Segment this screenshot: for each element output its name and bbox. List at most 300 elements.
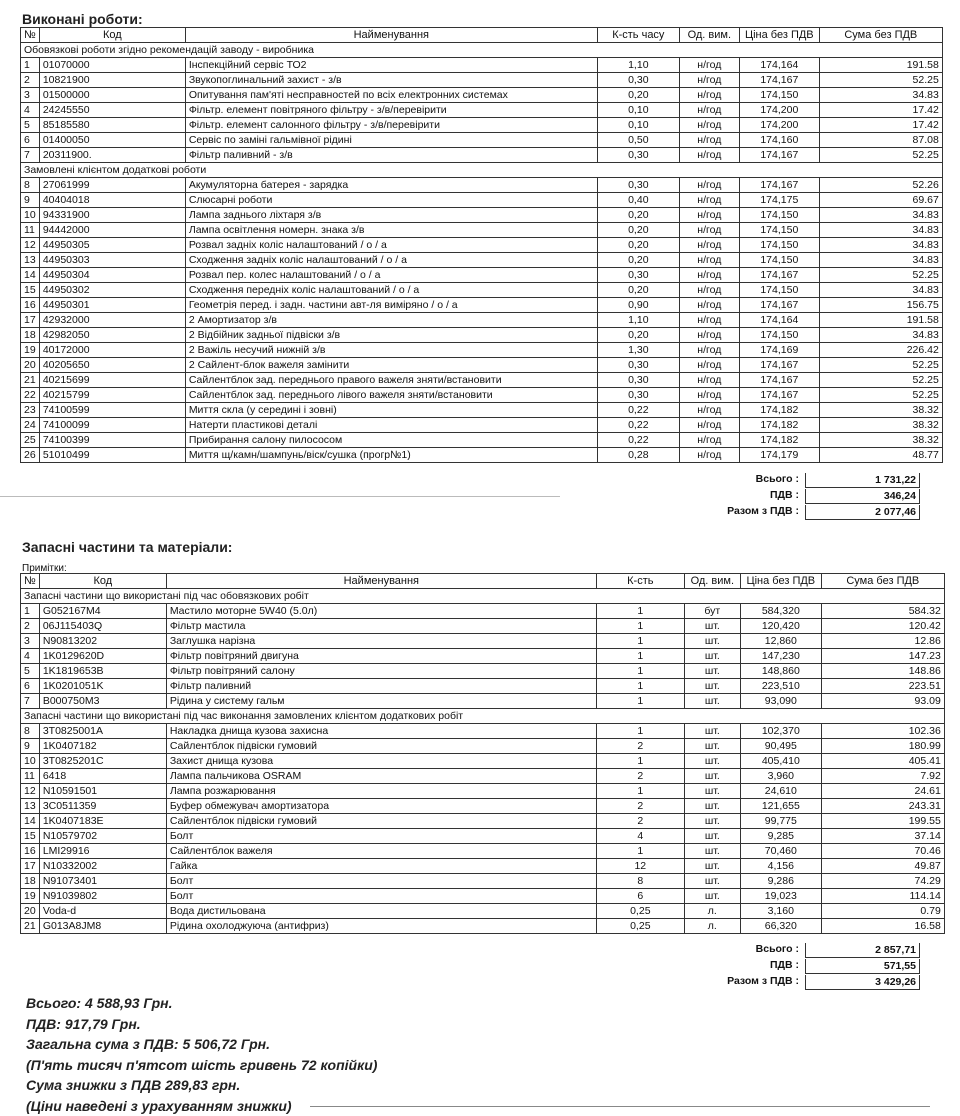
table-cell: н/год (679, 73, 739, 88)
table-cell: N10332002 (39, 859, 166, 874)
totals-value: 1 731,22 (805, 473, 920, 488)
table-row (21, 298, 943, 313)
table-cell: Фільтр паливний - з/в (185, 148, 597, 163)
table-cell: 17.42 (819, 103, 942, 118)
table-cell: 4 (596, 829, 684, 844)
table-row (21, 844, 945, 859)
table-cell: 16 (21, 298, 40, 313)
table-cell: н/год (679, 388, 739, 403)
table-cell: 1 (596, 754, 684, 769)
table-row (21, 799, 945, 814)
table-cell: бут (684, 604, 740, 619)
table-cell: 174,150 (739, 223, 819, 238)
table-cell: 0,20 (597, 253, 679, 268)
table-cell: шт. (684, 814, 740, 829)
table-cell: 52.25 (819, 268, 942, 283)
table-cell: 0,90 (597, 298, 679, 313)
table-cell: 01400050 (39, 133, 185, 148)
table-cell: н/год (679, 223, 739, 238)
table-cell: 7.92 (821, 769, 944, 784)
table-cell: 174,182 (739, 403, 819, 418)
table-cell: 147,230 (740, 649, 821, 664)
table-cell: 16.58 (821, 919, 944, 934)
table-cell: 174,150 (739, 208, 819, 223)
totals-value: 2 077,46 (805, 505, 920, 520)
table-cell: Опитування пам'яті несправностей по всіх електронних системах (185, 88, 597, 103)
table-cell: 18 (21, 328, 40, 343)
column-header: К-сть (596, 574, 684, 589)
table-cell: 174,150 (739, 88, 819, 103)
table-cell: 0,22 (597, 433, 679, 448)
table-cell: 1 (596, 664, 684, 679)
table-cell: 9,286 (740, 874, 821, 889)
table-cell: 74100399 (39, 433, 185, 448)
table-cell: 174,169 (739, 343, 819, 358)
column-header: Найменування (166, 574, 596, 589)
table-row (21, 103, 943, 118)
table-cell: 9 (21, 193, 40, 208)
table-row (21, 403, 943, 418)
table-cell: 405.41 (821, 754, 944, 769)
table-cell: 2 (596, 814, 684, 829)
table-cell: 13 (21, 799, 40, 814)
totals-label: ПДВ : (770, 959, 799, 971)
table-cell: 191.58 (819, 58, 942, 73)
table-cell: 8 (21, 178, 40, 193)
table-cell: Акумуляторна батерея - зарядка (185, 178, 597, 193)
table-row (21, 418, 943, 433)
table-cell: 34.83 (819, 283, 942, 298)
table-cell: шт. (684, 754, 740, 769)
table-cell: н/год (679, 433, 739, 448)
table-cell: 174,182 (739, 418, 819, 433)
table-cell: 40215799 (39, 388, 185, 403)
table-cell: 2 Сайлент-блок важеля замінити (185, 358, 597, 373)
table-cell: 3 (21, 634, 40, 649)
table-cell: 12 (596, 859, 684, 874)
table-cell: 24 (21, 418, 40, 433)
table-cell: шт. (684, 724, 740, 739)
table-cell: 74100099 (39, 418, 185, 433)
table-cell: 12.86 (821, 634, 944, 649)
table-cell: 121,655 (740, 799, 821, 814)
table-cell: 120.42 (821, 619, 944, 634)
table-cell: 34.83 (819, 88, 942, 103)
table-cell: 174,200 (739, 103, 819, 118)
table-cell: 243.31 (821, 799, 944, 814)
totals-label: ПДВ : (770, 489, 799, 501)
table-cell: 10821900 (39, 73, 185, 88)
table-cell: 48.77 (819, 448, 942, 463)
table-cell: 12 (21, 784, 40, 799)
table-cell: 40205650 (39, 358, 185, 373)
table-cell: 44950302 (39, 283, 185, 298)
totals-label: Разом з ПДВ : (727, 975, 799, 987)
table-cell: н/год (679, 133, 739, 148)
table-row (21, 679, 945, 694)
table-cell: 24.61 (821, 784, 944, 799)
table-cell: н/год (679, 208, 739, 223)
table-row (21, 313, 943, 328)
column-header: Ціна без ПДВ (740, 574, 821, 589)
section-label: Обовязкові роботи згідно рекомендацій заводу - виробника (21, 43, 943, 58)
table-cell: шт. (684, 889, 740, 904)
table-cell: 11 (21, 223, 40, 238)
column-header: Од. вим. (684, 574, 740, 589)
table-cell: 174,179 (739, 448, 819, 463)
table-cell: 34.83 (819, 208, 942, 223)
table-row (21, 874, 945, 889)
table-cell: 174,167 (739, 148, 819, 163)
table-cell: 52.25 (819, 148, 942, 163)
table-cell: шт. (684, 784, 740, 799)
table-row (21, 178, 943, 193)
table-cell: 174,160 (739, 133, 819, 148)
table-cell: N10579702 (39, 829, 166, 844)
table-cell: 1 (596, 694, 684, 709)
table-row (21, 373, 943, 388)
table-cell: 0,22 (597, 403, 679, 418)
table-cell: 44950301 (39, 298, 185, 313)
table-cell: 1 (21, 604, 40, 619)
totals-label: Всього : (756, 473, 799, 485)
section-row (21, 709, 945, 724)
table-cell: 0,50 (597, 133, 679, 148)
table-cell: 70,460 (740, 844, 821, 859)
column-header: Код (39, 28, 185, 43)
table-cell: 19,023 (740, 889, 821, 904)
totals-label: Всього : (756, 943, 799, 955)
table-cell: 0.79 (821, 904, 944, 919)
table-cell: 6 (21, 679, 40, 694)
table-cell: 21 (21, 373, 40, 388)
table-cell: 15 (21, 829, 40, 844)
totals-value: 3 429,26 (805, 975, 920, 990)
table-row (21, 649, 945, 664)
table-cell: 1K0129620D (39, 649, 166, 664)
table-row (21, 619, 945, 634)
table-cell: N10591501 (39, 784, 166, 799)
table-cell: 3T0825001A (39, 724, 166, 739)
table-cell: Сервіс по заміні гальмівної рідині (185, 133, 597, 148)
table-row (21, 388, 943, 403)
table-row (21, 238, 943, 253)
table-cell: н/год (679, 358, 739, 373)
table-cell: 174,150 (739, 328, 819, 343)
table-cell: 0,25 (596, 904, 684, 919)
table-cell: 52.26 (819, 178, 942, 193)
table-cell: 2 Важіль несучий нижній з/в (185, 343, 597, 358)
table-cell: 10 (21, 754, 40, 769)
table-cell: B000750M3 (39, 694, 166, 709)
table-cell: 4,156 (740, 859, 821, 874)
table-cell: Фільтр паливний (166, 679, 596, 694)
table-row (21, 859, 945, 874)
table-cell: н/год (679, 343, 739, 358)
table-cell: 2 Амортизатор з/в (185, 313, 597, 328)
table-cell: 0,20 (597, 208, 679, 223)
table-cell: 0,30 (597, 178, 679, 193)
table-cell: Болт (166, 874, 596, 889)
column-header: Од. вим. (679, 28, 739, 43)
table-cell: N91039802 (39, 889, 166, 904)
table-cell: 19 (21, 343, 40, 358)
table-cell: 10 (21, 208, 40, 223)
column-header: Найменування (185, 28, 597, 43)
table-cell: G013A8JM8 (39, 919, 166, 934)
table-cell: Сайлентблок підвіски гумовий (166, 739, 596, 754)
table-cell: 8 (21, 724, 40, 739)
table-cell: Болт (166, 829, 596, 844)
table-cell: 3,160 (740, 904, 821, 919)
table-row (21, 784, 945, 799)
table-cell: 51010499 (39, 448, 185, 463)
table-cell: 199.55 (821, 814, 944, 829)
table-cell: л. (684, 919, 740, 934)
table-cell: 1 (596, 724, 684, 739)
table-cell: 11 (21, 769, 40, 784)
table-row (21, 343, 943, 358)
table-cell: 40404018 (39, 193, 185, 208)
summary-discount: Сума знижки з ПДВ 289,83 грн. (26, 1075, 377, 1096)
table-cell: 1 (21, 58, 40, 73)
table-cell: н/год (679, 403, 739, 418)
table-cell: Інспекційний сервіс ТО2 (185, 58, 597, 73)
table-cell: Слюсарні роботи (185, 193, 597, 208)
table-cell: 13 (21, 253, 40, 268)
table-cell: 1 (596, 784, 684, 799)
table-cell: 174,167 (739, 358, 819, 373)
column-header: Код (39, 574, 166, 589)
table-row (21, 118, 943, 133)
table-cell: 1,30 (597, 343, 679, 358)
table-cell: шт. (684, 634, 740, 649)
notes-label: Примітки: (22, 563, 67, 574)
table-cell: 0,30 (597, 148, 679, 163)
table-cell: 174,182 (739, 433, 819, 448)
table-cell: 9 (21, 739, 40, 754)
table-cell: 174,167 (739, 268, 819, 283)
column-header: № (21, 28, 40, 43)
summary-in-words: (П'ять тисяч п'ятсот шість гривень 72 копійки) (26, 1055, 377, 1076)
table-cell: 21 (21, 919, 40, 934)
table-cell: 15 (21, 283, 40, 298)
table-cell: н/год (679, 328, 739, 343)
table-cell: Геометрія перед. і задн. частини авт-ля виміряно / о / а (185, 298, 597, 313)
table-cell: 34.83 (819, 223, 942, 238)
table-cell: 44950304 (39, 268, 185, 283)
table-cell: Заглушка нарізна (166, 634, 596, 649)
table-cell: 174,200 (739, 118, 819, 133)
table-cell: Рідина охолоджуюча (антифриз) (166, 919, 596, 934)
table-cell: 38.32 (819, 418, 942, 433)
table-cell: 0,28 (597, 448, 679, 463)
works-table (20, 27, 943, 463)
table-cell: 20 (21, 904, 40, 919)
table-cell: LMI29916 (39, 844, 166, 859)
table-cell: 0,40 (597, 193, 679, 208)
table-row (21, 268, 943, 283)
table-cell: Лампа пальчикова OSRAM (166, 769, 596, 784)
table-cell: 4 (21, 649, 40, 664)
table-cell: Фільтр повітряний двигуна (166, 649, 596, 664)
table-cell: 1,10 (597, 58, 679, 73)
table-cell: шт. (684, 874, 740, 889)
table-cell: Лампа розжарювання (166, 784, 596, 799)
table-cell: н/год (679, 313, 739, 328)
table-cell: 1 (596, 604, 684, 619)
table-cell: 17 (21, 313, 40, 328)
table-cell: 20 (21, 358, 40, 373)
table-cell: 34.83 (819, 238, 942, 253)
table-cell: 34.83 (819, 253, 942, 268)
table-cell: 102,370 (740, 724, 821, 739)
table-row (21, 193, 943, 208)
table-cell: 174,167 (739, 388, 819, 403)
parts-header-row (21, 574, 945, 589)
table-cell: 8 (596, 874, 684, 889)
table-cell: 24245550 (39, 103, 185, 118)
table-cell: 1K0201051K (39, 679, 166, 694)
table-cell: н/год (679, 148, 739, 163)
table-cell: 06J115403Q (39, 619, 166, 634)
table-cell: G052167M4 (39, 604, 166, 619)
table-cell: 94442000 (39, 223, 185, 238)
table-cell: 3,960 (740, 769, 821, 784)
table-cell: 191.58 (819, 313, 942, 328)
table-cell: 1,10 (597, 313, 679, 328)
table-cell: 0,30 (597, 373, 679, 388)
table-cell: 01070000 (39, 58, 185, 73)
table-cell: шт. (684, 679, 740, 694)
table-cell: 120,420 (740, 619, 821, 634)
table-cell: 74100599 (39, 403, 185, 418)
table-row (21, 754, 945, 769)
totals-value: 2 857,71 (805, 943, 920, 958)
table-row (21, 889, 945, 904)
table-cell: 70.46 (821, 844, 944, 859)
table-cell: Звукопоглинальний захист - з/в (185, 73, 597, 88)
table-cell: 584.32 (821, 604, 944, 619)
table-cell: 22 (21, 388, 40, 403)
table-cell: Миття щ/камн/шампунь/віск/сушка (прогр№1) (185, 448, 597, 463)
table-cell: 5 (21, 664, 40, 679)
table-cell: шт. (684, 799, 740, 814)
table-cell: н/год (679, 193, 739, 208)
table-cell: 3 (21, 88, 40, 103)
table-cell: 1 (596, 844, 684, 859)
table-cell: 2 (596, 739, 684, 754)
column-header: Сума без ПДВ (819, 28, 942, 43)
table-cell: шт. (684, 739, 740, 754)
table-cell: 94331900 (39, 208, 185, 223)
table-cell: Лампа освітлення номерн. знака з/в (185, 223, 597, 238)
table-cell: 40215699 (39, 373, 185, 388)
table-cell: 223,510 (740, 679, 821, 694)
table-cell: н/год (679, 58, 739, 73)
table-row (21, 604, 945, 619)
table-cell: 9,285 (740, 829, 821, 844)
table-cell: шт. (684, 859, 740, 874)
table-cell: 6418 (39, 769, 166, 784)
table-cell: 1 (596, 619, 684, 634)
table-cell: 37.14 (821, 829, 944, 844)
table-cell: н/год (679, 298, 739, 313)
table-cell: Сходження передніх коліс налаштований / о / а (185, 283, 597, 298)
table-cell: 19 (21, 889, 40, 904)
table-cell: 156.75 (819, 298, 942, 313)
table-cell: л. (684, 904, 740, 919)
table-cell: 52.25 (819, 73, 942, 88)
table-cell: 24,610 (740, 784, 821, 799)
table-row (21, 664, 945, 679)
table-cell: шт. (684, 694, 740, 709)
table-cell: 584,320 (740, 604, 821, 619)
table-cell: 26 (21, 448, 40, 463)
summary-total: Всього: 4 588,93 Грн. (26, 993, 377, 1014)
summary-vat: ПДВ: 917,79 Грн. (26, 1014, 377, 1035)
table-cell: Натерти пластикові деталі (185, 418, 597, 433)
parts-totals (560, 943, 920, 991)
table-cell: н/год (679, 418, 739, 433)
table-cell: н/год (679, 103, 739, 118)
table-cell: 7 (21, 148, 40, 163)
summary-block (26, 993, 377, 1116)
table-cell: Фільтр. елемент повітряного фільтру - з/в/перевірити (185, 103, 597, 118)
table-cell: 40172000 (39, 343, 185, 358)
totals-value: 571,55 (805, 959, 920, 974)
table-cell: Мастило моторне 5W40 (5.0л) (166, 604, 596, 619)
table-cell: 52.25 (819, 373, 942, 388)
table-cell: Сходження задніх коліс налаштований / о / а (185, 253, 597, 268)
table-cell: 17.42 (819, 118, 942, 133)
table-cell: 147.23 (821, 649, 944, 664)
table-cell: 6 (21, 133, 40, 148)
table-cell: 4 (21, 103, 40, 118)
table-row (21, 58, 943, 73)
table-cell: 14 (21, 268, 40, 283)
scan-divider (0, 496, 560, 497)
table-cell: Фільтр повітряний салону (166, 664, 596, 679)
table-cell: Буфер обмежувач амортизатора (166, 799, 596, 814)
table-cell: 0,20 (597, 283, 679, 298)
table-cell: Прибирання салону пилососом (185, 433, 597, 448)
table-cell: 14 (21, 814, 40, 829)
table-cell: н/год (679, 268, 739, 283)
table-cell: N91073401 (39, 874, 166, 889)
table-cell: н/год (679, 253, 739, 268)
table-cell: 102.36 (821, 724, 944, 739)
table-row (21, 814, 945, 829)
table-cell: Сайлентблок підвіски гумовий (166, 814, 596, 829)
totals-label: Разом з ПДВ : (727, 505, 799, 517)
table-cell: 174,167 (739, 178, 819, 193)
table-cell: Сайлентблок важеля (166, 844, 596, 859)
table-cell: 2 (21, 73, 40, 88)
table-cell: 0,20 (597, 328, 679, 343)
table-cell: 17 (21, 859, 40, 874)
totals-value: 346,24 (805, 489, 920, 504)
table-row (21, 829, 945, 844)
table-cell: 7 (21, 694, 40, 709)
column-header: Сума без ПДВ (821, 574, 944, 589)
table-cell: 85185580 (39, 118, 185, 133)
table-cell: 1 (596, 679, 684, 694)
table-cell: Захист днища кузова (166, 754, 596, 769)
table-cell: 1K1819653B (39, 664, 166, 679)
table-cell: 99,775 (740, 814, 821, 829)
table-cell: 3T0825201C (39, 754, 166, 769)
